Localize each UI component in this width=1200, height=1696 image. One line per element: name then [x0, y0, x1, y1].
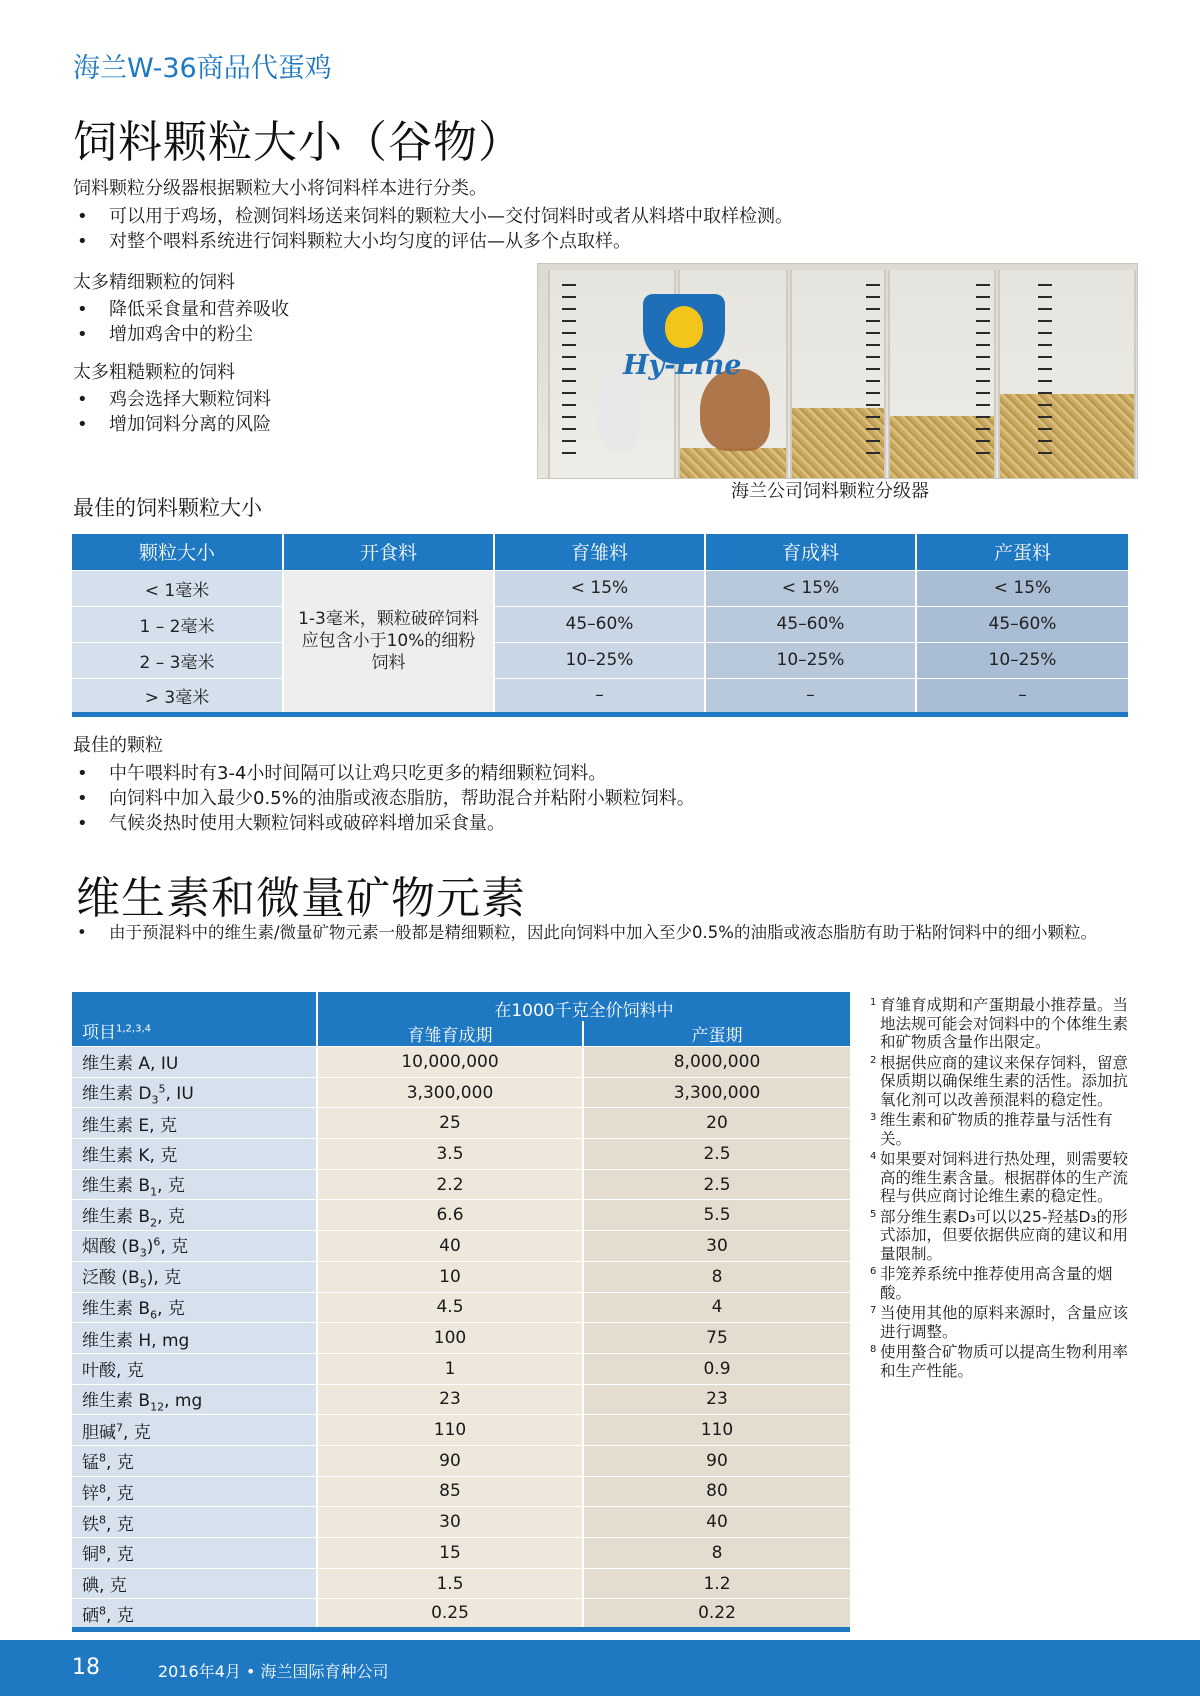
list-item: • 向饲料中加入最少0.5%的油脂或液态脂肪，帮助混合并粘附小颗粒饲料。	[77, 788, 695, 809]
sieve-photo	[537, 263, 1138, 479]
layer-value: 8	[583, 1261, 850, 1292]
coarse-heading: 太多粗糙颗粒的饲料	[73, 362, 235, 383]
table-header: 产蛋料	[916, 534, 1128, 570]
table-row	[72, 1353, 850, 1384]
table-header: 育成料	[705, 534, 916, 570]
table-row	[72, 1231, 850, 1262]
grower-value: 1.5	[317, 1568, 583, 1599]
grower-value: 1	[317, 1353, 583, 1384]
table-header: 颗粒大小	[72, 534, 283, 570]
grower-value: 30	[317, 1507, 583, 1538]
table-row	[72, 1200, 850, 1231]
table-row: > 3毫米 – – –	[72, 678, 1128, 714]
item-name: 维生素 $B_6$, 克	[72, 1292, 317, 1323]
footnote: 3 维生素和矿物质的推荐量与活性有关。	[870, 1111, 1113, 1148]
vitamin-bullets	[73, 922, 1133, 943]
layer-value: 8	[583, 1538, 850, 1569]
item-name: 锌$^8$, 克	[72, 1476, 317, 1507]
intro-bullets	[73, 204, 793, 254]
grower-value: 2.2	[317, 1169, 583, 1200]
list-item: • 对整个喂料系统进行饲料颗粒大小均匀度的评估—从多个点取样。	[77, 231, 631, 252]
table-row	[72, 1139, 850, 1170]
list-item: • 增加鸡舍中的粉尘	[77, 324, 253, 345]
layer-value: 75	[583, 1323, 850, 1354]
item-name: 烟酸 $(B_3)^6$, 克	[72, 1231, 317, 1262]
section-title-particle-size: 饲料颗粒大小（谷物）	[73, 117, 523, 168]
list-item: • 由于预混料中的维生素/微量矿物元素一般都是精细颗粒，因此向饲料中加入至少0.5%的油脂或液态脂肪有助于粘附饲料中的细小颗粒。	[77, 923, 1097, 942]
table-header: 开食料	[283, 534, 494, 570]
grower-value: 0.25	[317, 1599, 583, 1630]
grower-value: 40	[317, 1231, 583, 1262]
layer-value: 5.5	[583, 1200, 850, 1231]
section-title-vitamins: 维生素和微量矿物元素	[76, 873, 526, 924]
layer-value: 23	[583, 1384, 850, 1415]
footer-text: 2016年4月 • 海兰国际育种公司	[158, 1662, 389, 1681]
fine-heading: 太多精细颗粒的饲料	[73, 272, 235, 293]
table-row	[72, 1047, 850, 1078]
grower-value: 10,000,000	[317, 1047, 583, 1078]
hen-icon	[700, 369, 770, 451]
brand-title: 海兰W-36商品代蛋鸡	[73, 53, 332, 84]
grower-value: 3.5	[317, 1139, 583, 1170]
footnote: 7 当使用其他的原料来源时，含量应该进行调整。	[870, 1304, 1129, 1341]
footnote: 1 育雏育成期和产蛋期最小推荐量。当地法规可能会对饲料中的个体维生素和矿物质含量作出限定。	[870, 996, 1129, 1051]
grower-value: 3,300,000	[317, 1077, 583, 1108]
item-header: 项目$^{1,2,3,4}$	[72, 992, 317, 1047]
hyline-logo-text: Hy-Line	[623, 350, 742, 381]
grower-value: 6.6	[317, 1200, 583, 1231]
table-row	[72, 1077, 850, 1108]
layer-value: 0.22	[583, 1599, 850, 1630]
fine-bullets	[73, 297, 289, 347]
layer-value: 3,300,000	[583, 1077, 850, 1108]
best-heading: 最佳的颗粒	[73, 735, 163, 756]
item-name: 叶酸, 克	[72, 1353, 317, 1384]
footer-bar	[0, 1640, 1200, 1696]
layer-value: 30	[583, 1231, 850, 1262]
item-name: 胆碱$^7$, 克	[72, 1415, 317, 1446]
photo-caption: 海兰公司饲料颗粒分级器	[731, 481, 929, 502]
table-row: 2 – 3毫米 10–25% 10–25% 10–25%	[72, 642, 1128, 678]
table-row	[72, 1568, 850, 1599]
item-name: 维生素 $D_3^5$, IU	[72, 1077, 317, 1108]
layer-value: 80	[583, 1476, 850, 1507]
table-row	[72, 1323, 850, 1354]
list-item: • 增加饲料分离的风险	[77, 414, 271, 435]
layer-value: 4	[583, 1292, 850, 1323]
footnote: 4 如果要对饲料进行热处理，则需要较高的维生素含量。根据群体的生产流程与供应商讨论维生素的稳定性。	[870, 1150, 1129, 1205]
best-bullets	[73, 761, 695, 836]
table-row	[72, 1261, 850, 1292]
group-header: 在1000千克全价饲料中	[317, 992, 850, 1021]
grower-value: 15	[317, 1538, 583, 1569]
particle-table-heading: 最佳的饲料颗粒大小	[73, 496, 262, 520]
layer-value: 20	[583, 1108, 850, 1139]
vitamin-table	[72, 992, 850, 1632]
table-row	[72, 1599, 850, 1630]
item-name: 维生素 K, 克	[72, 1139, 317, 1170]
layer-value: 40	[583, 1507, 850, 1538]
grower-value: 90	[317, 1445, 583, 1476]
table-row	[72, 1292, 850, 1323]
item-name: 维生素 $B_{12}$, mg	[72, 1384, 317, 1415]
list-item: • 可以用于鸡场，检测饲料场送来饲料的颗粒大小—交付饲料时或者从料塔中取样检测。	[77, 206, 793, 227]
table-row	[72, 1538, 850, 1569]
item-name: 碘, 克	[72, 1568, 317, 1599]
grower-value: 110	[317, 1415, 583, 1446]
table-row: 1 – 2毫米 45–60% 45–60% 45–60%	[72, 606, 1128, 642]
particle-size-table	[72, 534, 1128, 717]
layer-value: 8,000,000	[583, 1047, 850, 1078]
item-name: 泛酸 $(B_5)$, 克	[72, 1261, 317, 1292]
list-item: • 降低采食量和营养吸收	[77, 299, 289, 320]
grower-value: 25	[317, 1108, 583, 1139]
grower-value: 23	[317, 1384, 583, 1415]
item-name: 维生素 E, 克	[72, 1108, 317, 1139]
table-row	[72, 1445, 850, 1476]
layer-value: 2.5	[583, 1169, 850, 1200]
list-item: • 中午喂料时有3-4小时间隔可以让鸡只吃更多的精细颗粒饲料。	[77, 763, 607, 784]
table-row	[72, 1507, 850, 1538]
table-row	[72, 1169, 850, 1200]
grower-value: 85	[317, 1476, 583, 1507]
page-number: 18	[72, 1655, 100, 1680]
coarse-bullets	[73, 387, 271, 437]
col-header-grower: 育雏育成期	[317, 1021, 583, 1047]
layer-value: 110	[583, 1415, 850, 1446]
starter-note: 1-3毫米，颗粒破碎饲料应包含小于10%的细粉饲料	[283, 570, 494, 714]
col-header-layer: 产蛋期	[583, 1021, 850, 1047]
layer-value: 2.5	[583, 1139, 850, 1170]
footnote: 2 根据供应商的建议来保存饲料，留意保质期以确保维生素的活性。添加抗氧化剂可以改善预混料的稳定性。	[870, 1053, 1129, 1109]
table-header: 育雏料	[494, 534, 705, 570]
item-name: 维生素 $B_1$, 克	[72, 1169, 317, 1200]
item-name: 维生素 A, IU	[72, 1047, 317, 1078]
grower-value: 100	[317, 1323, 583, 1354]
footnotes	[870, 996, 1140, 1382]
layer-value: 1.2	[583, 1568, 850, 1599]
item-name: 铁$^8$, 克	[72, 1507, 317, 1538]
grower-value: 4.5	[317, 1292, 583, 1323]
table-row	[72, 1476, 850, 1507]
table-row	[72, 1108, 850, 1139]
grower-value: 10	[317, 1261, 583, 1292]
item-name: 锰$^8$, 克	[72, 1445, 317, 1476]
item-name: 维生素 $B_2$, 克	[72, 1200, 317, 1231]
item-name: 维生素 H, mg	[72, 1323, 317, 1354]
table-row	[72, 1415, 850, 1446]
table-row	[72, 1384, 850, 1415]
item-name: 铜$^8$, 克	[72, 1538, 317, 1569]
footnote: 8 使用螯合矿物质可以提高生物利用率和生产性能。	[870, 1343, 1129, 1380]
intro-text: 饲料颗粒分级器根据颗粒大小将饲料样本进行分类。	[73, 178, 487, 199]
list-item: • 鸡会选择大颗粒饲料	[77, 389, 271, 410]
footnote: 6 非笼养系统中推荐使用高含量的烟酸。	[870, 1265, 1113, 1302]
layer-value: 0.9	[583, 1353, 850, 1384]
item-name: 硒$^8$, 克	[72, 1599, 317, 1630]
table-row: < 1毫米 1-3毫米，颗粒破碎饲料应包含小于10%的细粉饲料 < 15% < 15% < 15%	[72, 570, 1128, 606]
layer-value: 90	[583, 1445, 850, 1476]
list-item: • 气候炎热时使用大颗粒饲料或破碎料增加采食量。	[77, 813, 505, 834]
footnote: 5 部分维生素D₃可以以25-羟基D₃的形式添加，但要依据供应商的建议和用量限制。	[870, 1207, 1129, 1263]
